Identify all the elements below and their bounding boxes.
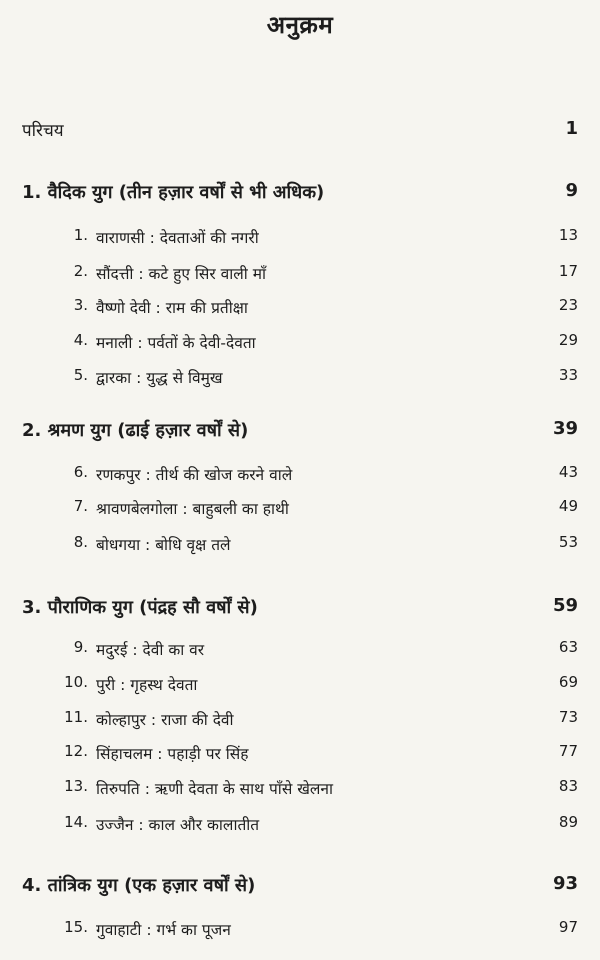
entry-number: 5. — [73, 366, 88, 384]
entry-number: 10. — [64, 673, 88, 691]
entry-number: 9. — [73, 638, 88, 656]
entry-page-number: 69 — [558, 673, 578, 691]
chapter-page-number: 39 — [552, 418, 578, 439]
chapter-page-number: 9 — [565, 180, 578, 201]
entry-label: रणकपुर : तीर्थ की खोज करने वाले — [96, 466, 293, 484]
entry-label: कोल्हापुर : राजा की देवी — [96, 711, 234, 729]
entry-label: गुवाहाटी : गर्भ का पूजन — [96, 921, 231, 939]
entry-number: 11. — [64, 708, 88, 726]
entry-number: 14. — [64, 813, 88, 831]
chapter-heading: 1. वैदिक युग (तीन हज़ार वर्षों से भी अधिक) — [22, 182, 325, 203]
page-title: अनुक्रम — [266, 11, 334, 39]
entry-page-number: 49 — [558, 497, 578, 515]
entry-label: मदुरई : देवी का वर — [96, 641, 205, 659]
entry-number: 4. — [73, 331, 88, 349]
toc-entry — [0, 813, 600, 843]
chapter-heading: 4. तांत्रिक युग (एक हज़ार वर्षों से) — [22, 875, 256, 896]
toc-entry — [0, 463, 600, 493]
toc-entry — [0, 673, 600, 703]
entry-page-number: 83 — [558, 777, 578, 795]
entry-number: 6. — [73, 463, 88, 481]
toc-entry — [0, 497, 600, 527]
toc-entry — [0, 918, 600, 948]
toc-entry — [0, 708, 600, 738]
intro-row — [0, 118, 600, 148]
chapter-heading-row — [0, 418, 600, 448]
entry-number: 8. — [73, 533, 88, 551]
entry-page-number: 43 — [558, 463, 578, 481]
toc-entry — [0, 742, 600, 772]
toc-entry — [0, 226, 600, 256]
entry-number: 3. — [73, 296, 88, 314]
chapter-heading-row — [0, 595, 600, 625]
toc-entry — [0, 331, 600, 361]
entry-page-number: 29 — [558, 331, 578, 349]
intro-label: परिचय — [22, 121, 64, 141]
toc-entry — [0, 296, 600, 326]
entry-page-number: 97 — [558, 918, 578, 936]
toc-entry — [0, 262, 600, 292]
chapter-page-number: 59 — [552, 595, 578, 616]
chapter-heading-row — [0, 873, 600, 903]
entry-page-number: 17 — [558, 262, 578, 280]
toc-entry — [0, 533, 600, 563]
chapter-page-number: 93 — [552, 873, 578, 894]
entry-label: बोधगया : बोधि वृक्ष तले — [96, 536, 231, 554]
entry-page-number: 63 — [558, 638, 578, 656]
entry-number: 13. — [64, 777, 88, 795]
entry-page-number: 53 — [558, 533, 578, 551]
intro-page-number: 1 — [565, 118, 578, 139]
entry-page-number: 33 — [558, 366, 578, 384]
toc-entry — [0, 638, 600, 668]
entry-page-number: 73 — [558, 708, 578, 726]
entry-label: उज्जैन : काल और कालातीत — [96, 816, 260, 834]
toc-entry — [0, 777, 600, 807]
entry-number: 1. — [73, 226, 88, 244]
entry-label: वाराणसी : देवताओं की नगरी — [96, 229, 259, 247]
entry-number: 2. — [73, 262, 88, 280]
entry-page-number: 77 — [558, 742, 578, 760]
entry-label: श्रावणबेलगोला : बाहुबली का हाथी — [96, 500, 289, 518]
chapter-heading: 2. श्रमण युग (ढाई हज़ार वर्षों से) — [22, 420, 249, 441]
entry-label: वैष्णो देवी : राम की प्रतीक्षा — [96, 299, 248, 317]
entry-number: 7. — [73, 497, 88, 515]
chapter-heading: 3. पौराणिक युग (पंद्रह सौ वर्षों से) — [22, 597, 258, 618]
entry-page-number: 89 — [558, 813, 578, 831]
entry-label: सिंहाचलम : पहाड़ी पर सिंह — [96, 745, 249, 763]
entry-label: सौंदत्ती : कटे हुए सिर वाली माँ — [96, 265, 267, 283]
entry-number: 15. — [64, 918, 88, 936]
entry-page-number: 13 — [558, 226, 578, 244]
entry-number: 12. — [64, 742, 88, 760]
entry-label: मनाली : पर्वतों के देवी-देवता — [96, 334, 256, 352]
entry-page-number: 23 — [558, 296, 578, 314]
toc-entry — [0, 366, 600, 396]
entry-label: पुरी : गृहस्थ देवता — [96, 676, 198, 694]
entry-label: द्वारका : युद्ध से विमुख — [96, 369, 223, 387]
entry-label: तिरुपति : ऋणी देवता के साथ पाँसे खेलना — [96, 780, 334, 798]
chapter-heading-row — [0, 180, 600, 210]
